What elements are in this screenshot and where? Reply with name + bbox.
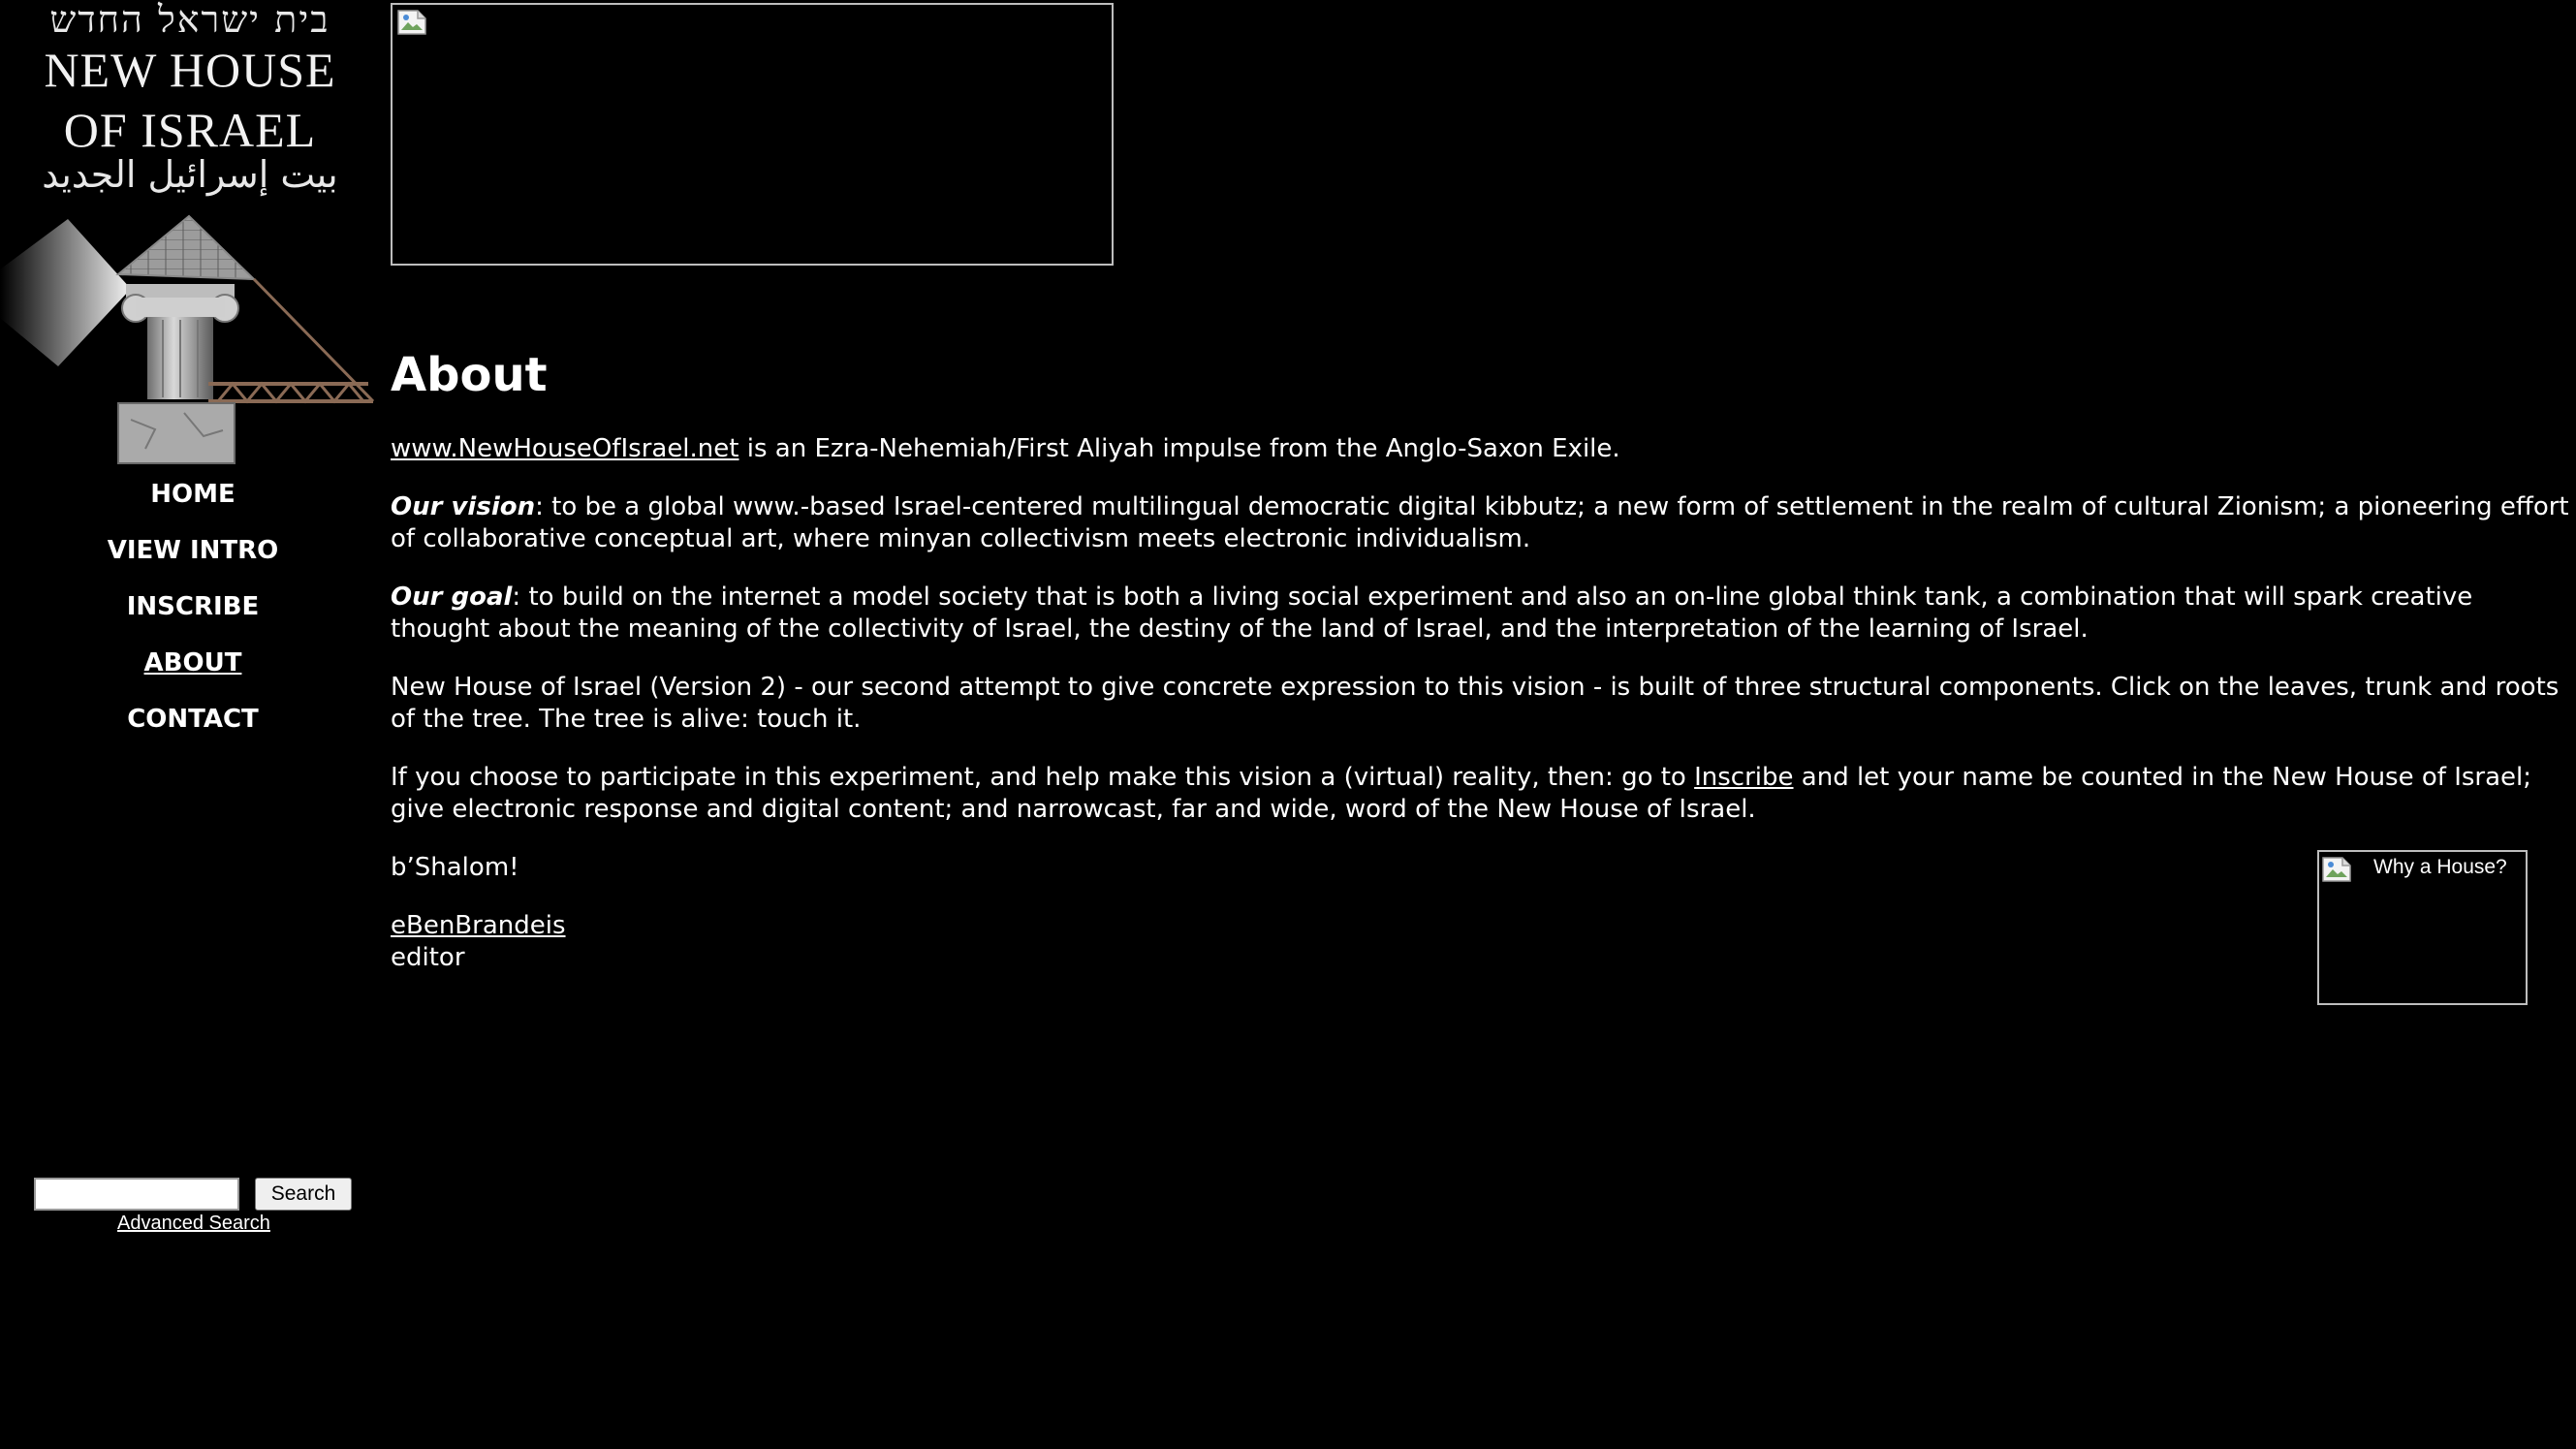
- vision-label: Our vision: [391, 492, 536, 521]
- goal-paragraph: [391, 582, 2571, 646]
- main-content: [391, 344, 2571, 1000]
- house-column-emblem: [0, 211, 380, 465]
- nav-inscribe[interactable]: [0, 585, 386, 642]
- goal-text: : to build on the internet a model society that is both a living social experiment and also an on-line global think tank, a combination that will spark creative thought about the meaning of the collectivity of Israel, the destiny of the land of Israel, and the interpretation of the learning of Israel.: [391, 583, 2473, 644]
- nav-view-intro[interactable]: [0, 529, 386, 585]
- participate-text-before: If you choose to participate in this experiment, and help make this vision a (virtual) reality, then: go to: [391, 763, 1695, 792]
- site-search: [34, 1178, 363, 1245]
- inscribe-link[interactable]: Inscribe: [1694, 763, 1794, 792]
- nav-about[interactable]: [0, 642, 386, 698]
- page-title: About: [391, 348, 548, 402]
- site-url-link[interactable]: www.NewHouseOfIsrael.net: [391, 434, 739, 463]
- nav-home[interactable]: [0, 473, 386, 529]
- sidebar: [0, 0, 380, 1449]
- nav-about-label: ABOUT: [143, 648, 242, 677]
- participate-paragraph: [391, 762, 2571, 826]
- nav-contact[interactable]: [0, 698, 386, 754]
- nav-contact-label: CONTACT: [127, 705, 259, 734]
- goal-label: Our goal: [391, 583, 513, 612]
- broken-image-icon: [2321, 856, 2352, 883]
- why-a-house-image-link[interactable]: [2317, 850, 2528, 1005]
- closing-text: b’Shalom!: [391, 853, 519, 882]
- vision-text: : to be a global www.-based Israel-centered multilingual democratic digital kibbutz; a new form of settlement in the realm of cultural Zionism; a pioneering effort of collaborative conceptual art, where minyan collectivism meets electronic individualism.: [391, 492, 2569, 553]
- logo-title-line-2: OF ISRAEL: [63, 103, 317, 157]
- site-logo[interactable]: [0, 0, 380, 194]
- logo-arabic-text: بيت إسرائيل الجديد: [42, 153, 338, 196]
- signature-link[interactable]: eBenBrandeis: [391, 911, 566, 940]
- signature-role: editor: [391, 943, 465, 972]
- banner-image: [391, 3, 1114, 266]
- logo-title-line-1: NEW HOUSE: [44, 43, 336, 97]
- search-input[interactable]: [34, 1178, 239, 1211]
- vision-paragraph: [391, 491, 2571, 555]
- advanced-search-link[interactable]: Advanced Search: [117, 1213, 270, 1234]
- signature-block: [391, 910, 2571, 974]
- nav-home-label: HOME: [150, 480, 236, 509]
- main-nav: [0, 473, 386, 754]
- intro-paragraph: [391, 433, 2571, 465]
- nav-inscribe-label: INSCRIBE: [126, 592, 260, 621]
- version-paragraph: New House of Israel (Version 2) - our second attempt to give concrete expression to this vision - is built of three structural components. Click on the leaves, trunk and roots of the tree. The tree is alive: touch it.: [391, 673, 2560, 734]
- search-button[interactable]: Search: [255, 1178, 352, 1211]
- nav-view-intro-label: VIEW INTRO: [107, 536, 279, 565]
- intro-text: is an Ezra-Nehemiah/First Aliyah impulse from the Anglo-Saxon Exile.: [738, 434, 1620, 463]
- logo-hebrew-text: בית ישראל החדש: [49, 0, 330, 41]
- broken-image-icon: [396, 9, 427, 36]
- why-a-house-label: Why a House?: [2373, 856, 2507, 878]
- participate-text-after: and let your name be counted in the New House of Israel; give electronic response and digital content; and narrowcast, far and wide, word of the New House of Israel.: [391, 763, 2532, 824]
